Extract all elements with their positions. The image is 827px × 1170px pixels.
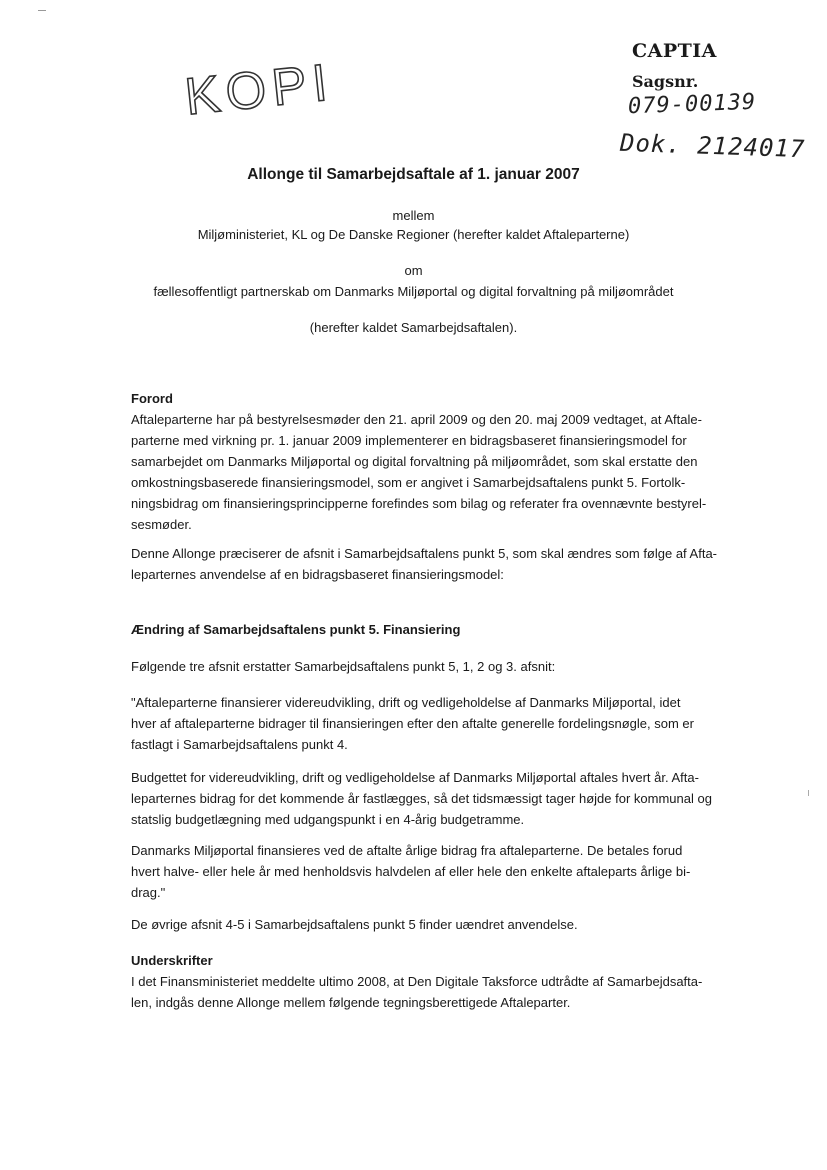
aendring-para-1 <box>131 692 741 755</box>
kopi-stamp-text: KOPI <box>182 53 336 127</box>
underskrifter-line: len, indgås denne Allonge mellem følgende tegningsberettigede Aftaleparter. <box>131 995 571 1010</box>
document-title: Allonge til Samarbejdsaftale af 1. januar 2007 <box>247 166 580 183</box>
precision-line: leparternes anvendelse af en bidragsbaseret finansieringsmodel: <box>131 567 504 582</box>
para-line: Budgettet for videreudvikling, drift og vedligeholdelse af Danmarks Miljøportal aftales hvert år. Afta- <box>131 770 699 785</box>
intro-subject: fællesoffentligt partnerskab om Danmarks Miljøportal og digital forvaltning på miljøområdet <box>153 284 674 299</box>
aendring-remaining <box>131 914 741 935</box>
para-line: fastlagt i Samarbejdsaftalens punkt 4. <box>131 737 348 752</box>
intro-parties: Miljøministeriet, KL og De Danske Regioner (herefter kaldet Aftaleparterne) <box>197 227 630 242</box>
sagsnr-label: Sagsnr. <box>632 72 699 91</box>
underskrifter-line: I det Finansministeriet meddelte ultimo 2008, at Den Digitale Taksforce udtrådte af Samarbejdsafta- <box>131 974 703 989</box>
aendring-para-2 <box>131 767 741 830</box>
aendring-para-3 <box>131 840 741 903</box>
scan-artifact <box>38 10 46 11</box>
forord-line: parterne med virkning pr. 1. januar 2009 implementerer en bidragsbaseret finansieringsmodel for <box>131 433 687 448</box>
remaining-line: De øvrige afsnit 4-5 i Samarbejdsaftalens punkt 5 finder uændret anvendelse. <box>131 917 578 932</box>
para-line: "Aftaleparterne finansierer videreudvikling, drift og vedligeholdelse af Danmarks Miljøportal, idet <box>131 695 681 710</box>
underskrifter-section <box>131 950 741 1013</box>
precision-line: Denne Allonge præciserer de afsnit i Samarbejdsaftalens punkt 5, som skal ændres som følge af Afta- <box>131 546 718 561</box>
precision-paragraph <box>131 543 741 585</box>
intro-om: om <box>404 263 423 278</box>
forord-line: sesmøder. <box>131 517 192 532</box>
underskrifter-heading: Underskrifter <box>131 953 213 968</box>
para-line: leparternes bidrag for det kommende år fastlægges, så det tidsmæssigt tager højde for kommunal og <box>131 791 712 806</box>
intro-mellem: mellem <box>392 208 435 223</box>
aendring-intro-line: Følgende tre afsnit erstatter Samarbejdsaftalens punkt 5, 1, 2 og 3. afsnit: <box>131 659 556 674</box>
captia-stamp: CAPTIA <box>632 40 717 62</box>
forord-line: omkostningsbaserede finansieringsmodel, som er angivet i Samarbejdsaftalens punkt 5. Fortolk- <box>131 475 686 490</box>
aendring-intro <box>131 656 741 677</box>
kopi-stamp <box>182 52 336 127</box>
handwritten-document-number: Dok. 2124017 <box>619 128 806 164</box>
forord-line: Aftaleparterne har på bestyrelsesmøder den 21. april 2009 og den 20. maj 2009 vedtaget, at Aftale- <box>131 412 702 427</box>
handwritten-case-number: 079-00139 <box>627 89 757 120</box>
para-line: drag." <box>131 885 166 900</box>
scan-artifact <box>808 790 809 796</box>
para-line: statslig budgetlægning med udgangspunkt i en 4-årig budgetramme. <box>131 812 525 827</box>
aendring-section <box>131 619 741 640</box>
forord-heading: Forord <box>131 391 173 406</box>
forord-section <box>131 388 741 535</box>
intro-called: (herefter kaldet Samarbejdsaftalen). <box>309 320 518 335</box>
para-line: hvert halve- eller hele år med henholdsvis halvdelen af eller hele den enkelte aftaleparts årlige bi- <box>131 864 691 879</box>
forord-line: samarbejdet om Danmarks Miljøportal og digital forvaltning på miljøområdet, som skal erstatte den <box>131 454 698 469</box>
forord-line: ningsbidrag om finansieringsprincipperne forefindes som bilag og referater fra ovennævnte bestyrel- <box>131 496 707 511</box>
para-line: hver af aftaleparterne bidrager til finansieringen efter den aftalte generelle fordelingsnøgle, som er <box>131 716 694 731</box>
aendring-heading: Ændring af Samarbejdsaftalens punkt 5. Finansiering <box>131 622 461 637</box>
para-line: Danmarks Miljøportal finansieres ved de aftalte årlige bidrag fra aftaleparterne. De betales forud <box>131 843 683 858</box>
